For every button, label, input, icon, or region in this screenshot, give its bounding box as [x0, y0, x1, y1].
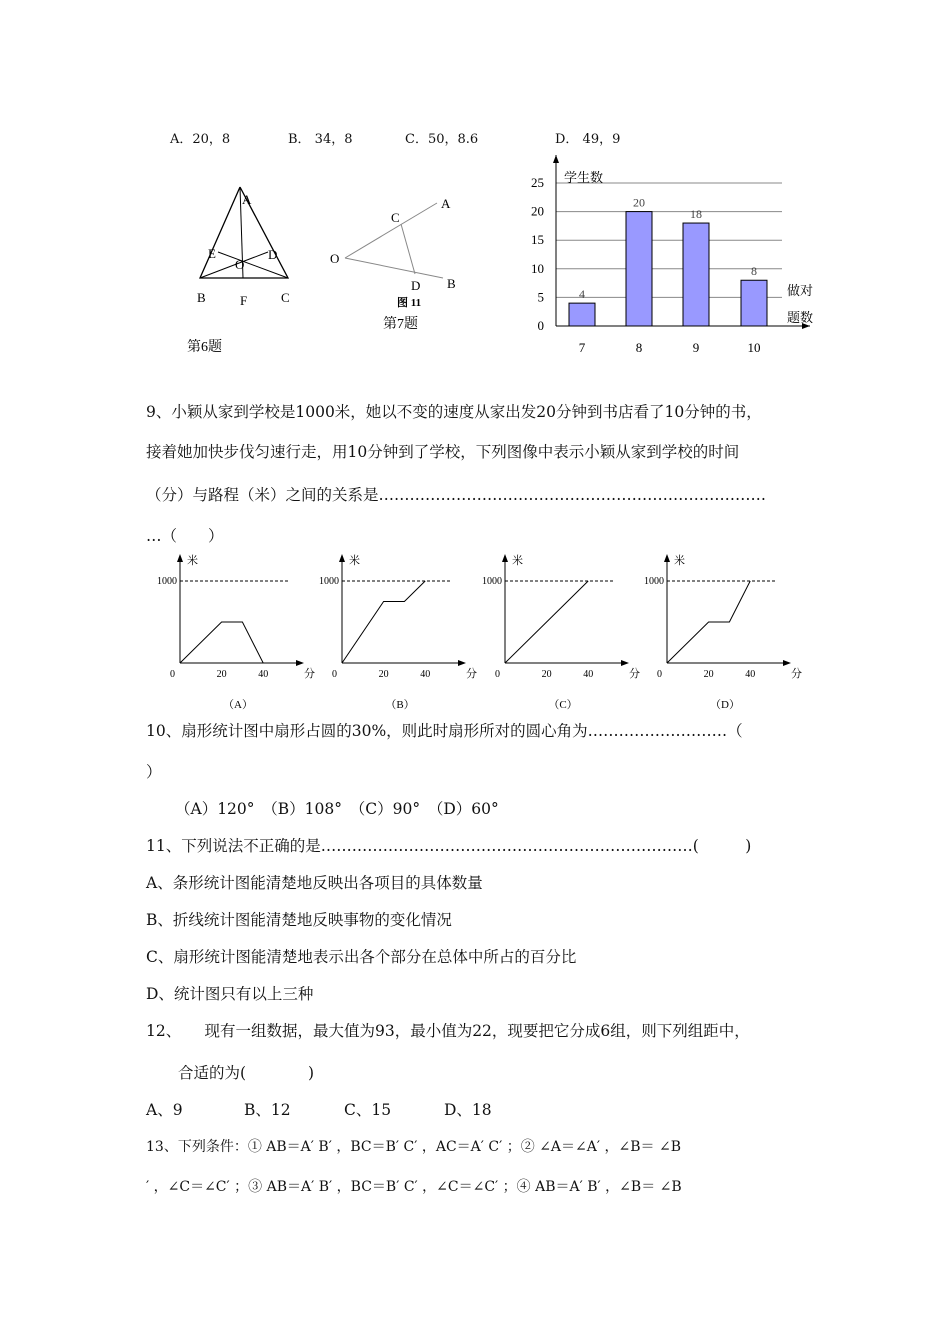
x-tick-label-7: 7 — [578, 340, 586, 355]
q10-line-2: ） — [146, 763, 162, 781]
origin-label: 0 — [170, 669, 175, 680]
q8-option-a: A．20，8 — [170, 132, 231, 147]
x-tick-label: 40 — [745, 669, 756, 680]
x-axis-arrow — [296, 660, 304, 666]
x-tick-label-10: 10 — [747, 340, 761, 355]
x-axis-label-line2: 题数 — [787, 310, 814, 325]
q9-line-1: 9、小颖从家到学校是1000米，她以不变的速度从家出发20分钟到书店看了10分钟的书， — [146, 403, 762, 421]
point-label-b: B — [447, 276, 456, 291]
distance-line — [342, 581, 425, 663]
point-label-d: D — [411, 278, 421, 293]
y-axis-arrow — [553, 155, 559, 163]
y-value-label: 1000 — [482, 576, 502, 587]
q9-line-4: …（ ） — [146, 527, 224, 545]
graph-caption: （D） — [710, 699, 740, 711]
x-axis-label: 分 — [629, 668, 640, 680]
q9-graph-c — [482, 553, 640, 711]
x-tick-label: 20 — [378, 669, 389, 680]
y-axis-label: 米 — [187, 555, 198, 567]
y-axis-arrow — [502, 554, 508, 562]
vertex-label-o: O — [235, 257, 245, 272]
y-axis-label: 米 — [674, 555, 685, 567]
distance-line — [180, 622, 263, 663]
vertex-label-e: E — [208, 246, 216, 261]
y-axis-label: 米 — [512, 555, 523, 567]
y-value-label: 1000 — [319, 576, 339, 587]
q9-graph-d — [644, 553, 802, 711]
q12-line-1: 12、 现有一组数据，最大值为93，最小值为22，现要把它分成6组，则下列组距中， — [146, 1022, 750, 1040]
vertex-label-b: B — [197, 290, 206, 305]
figure-7-angle — [325, 190, 475, 335]
data-label-7: 4 — [579, 287, 585, 302]
y-axis-arrow — [177, 554, 183, 562]
bar-10 — [741, 280, 767, 326]
x-axis-label-line1: 做对 — [787, 283, 814, 298]
y-tick-label: 20 — [531, 203, 544, 219]
x-tick-label-8: 8 — [635, 340, 643, 355]
x-tick-label: 20 — [216, 669, 227, 680]
q9-line-3: （分）与路程（米）之间的关系是………………………………………………………………… — [146, 486, 767, 504]
y-tick-label: 25 — [531, 175, 544, 190]
graph-caption: （C） — [548, 699, 578, 711]
x-tick-label-9: 9 — [692, 340, 700, 355]
q11-option-a: A、条形统计图能清楚地反映出各项目的具体数量 — [146, 874, 483, 892]
y-tick-label: 0 — [537, 318, 544, 333]
distance-line — [505, 581, 588, 663]
x-axis-arrow — [783, 660, 791, 666]
x-axis-arrow — [458, 660, 466, 666]
figure-label: 图 11 — [397, 297, 422, 309]
bar-chart — [520, 150, 820, 365]
x-axis-label: 分 — [304, 668, 315, 680]
point-label-o: O — [330, 251, 340, 266]
q9-line-2: 接着她加快步伐匀速行走，用10分钟到了学校，下列图像中表示小颖从家到学校的时间 — [146, 443, 740, 461]
q12-option-c: C、15 — [344, 1101, 392, 1119]
q11-option-c: C、扇形统计图能清楚地表示出各个部分在总体中所占的百分比 — [146, 948, 577, 966]
q12-option-a: A、9 — [146, 1101, 183, 1119]
q11-option-b: B、折线统计图能清楚地反映事物的变化情况 — [146, 911, 452, 929]
q11-option-d: D、统计图只有以上三种 — [146, 985, 314, 1003]
point-label-c: C — [391, 210, 400, 225]
q8-option-c: C．50，8.6 — [405, 132, 479, 147]
y-tick-label: 10 — [531, 260, 544, 276]
q12-option-d: D、18 — [444, 1101, 492, 1119]
bar-7 — [569, 303, 595, 326]
graph-caption: （B） — [385, 699, 415, 711]
data-label-8: 20 — [633, 195, 645, 210]
figure-6-triangle — [185, 180, 315, 355]
x-tick-label: 20 — [703, 669, 714, 680]
q10-line-1: 10、扇形统计图中扇形占圆的30%，则此时扇形所对的圆心角为………………………（ — [146, 722, 743, 740]
y-value-label: 1000 — [157, 576, 177, 587]
origin-label: 0 — [332, 669, 337, 680]
origin-label: 0 — [495, 669, 500, 680]
q8-option-b: B． 34，8 — [288, 132, 353, 147]
figure-7-caption: 第7题 — [383, 317, 418, 332]
data-label-9: 18 — [690, 207, 702, 222]
q11-stem: 11、下列说法不正确的是………………………………………………………………( ) — [146, 837, 752, 855]
bar-8 — [626, 212, 652, 326]
bar-9 — [683, 223, 709, 326]
x-tick-label: 20 — [541, 669, 552, 680]
q13-line-2: ′ ，∠C＝∠C′ ；③ AB＝A′ B′ ，BC＝B′ C′ ，∠C＝∠C′ ；④ AB＝A′ B′ ，∠B＝ ∠B — [146, 1179, 682, 1195]
y-tick-label: 15 — [531, 232, 544, 248]
vertex-label-d: D — [268, 247, 278, 262]
x-tick-label: 40 — [258, 669, 269, 680]
y-axis-arrow — [664, 554, 670, 562]
distance-line — [667, 581, 750, 663]
x-tick-label: 40 — [583, 669, 594, 680]
q9-graph-a — [157, 553, 315, 711]
q10-options: （A）120° （B）108° （C）90° （D）60° — [175, 800, 499, 818]
x-axis-arrow — [621, 660, 629, 666]
x-tick-label: 40 — [420, 669, 431, 680]
origin-label: 0 — [657, 669, 662, 680]
x-axis-label: 分 — [791, 668, 802, 680]
q12-line-2: 合适的为( ) — [178, 1064, 315, 1082]
q9-graphs — [140, 548, 820, 718]
vertex-label-c: C — [281, 290, 290, 305]
vertex-label-f: F — [240, 293, 248, 308]
q8-option-d: D． 49，9 — [555, 132, 621, 147]
figure-6-caption: 第6题 — [187, 340, 222, 355]
y-axis-arrow — [339, 554, 345, 562]
x-axis-label: 分 — [466, 668, 477, 680]
y-tick-label: 5 — [537, 289, 544, 305]
data-label-10: 8 — [751, 264, 757, 279]
y-axis-label: 米 — [349, 555, 360, 567]
y-axis-label: 学生数 — [564, 170, 604, 185]
vertex-label-a: A — [242, 192, 252, 207]
q13-line-1: 13、下列条件：① AB＝A′ B′ ，BC＝B′ C′ ，AC＝A′ C′ ；② ∠A＝∠A′ ，∠B＝ ∠B — [146, 1139, 681, 1155]
y-value-label: 1000 — [644, 576, 664, 587]
point-label-a: A — [441, 196, 451, 211]
graph-caption: （A） — [223, 699, 253, 711]
q12-option-b: B、12 — [244, 1101, 291, 1119]
q9-graph-b — [319, 553, 477, 711]
